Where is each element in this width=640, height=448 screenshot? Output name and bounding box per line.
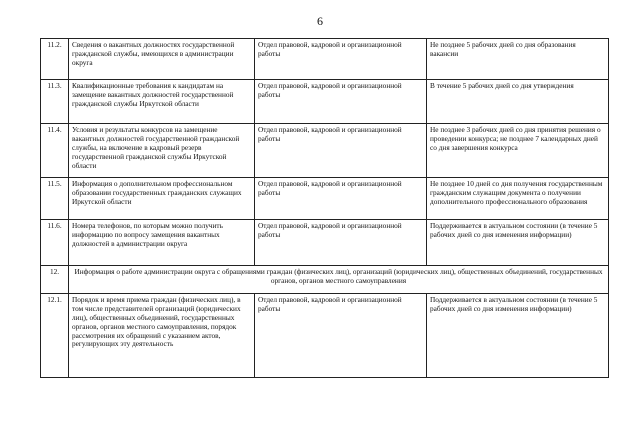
responsible-dept: Отдел правовой, кадровой и организационной работы xyxy=(255,80,427,124)
table-row xyxy=(41,39,609,80)
table-row xyxy=(41,178,609,220)
page-number: 6 xyxy=(317,14,323,28)
info-name: Порядок и время приема граждан (физических лиц), в том числе представителей организаций (юридических лиц), общественных объединений, государственных органов, органов местного самоуправления, порядок рассмотрения их обращений с указанием актов, регулирующих эту деятельность xyxy=(69,294,255,378)
info-table xyxy=(40,38,609,378)
responsible-dept: Отдел правовой, кадровой и организационной работы xyxy=(255,178,427,220)
responsible-dept: Отдел правовой, кадровой и организационной работы xyxy=(255,39,427,80)
row-number: 11.2. xyxy=(41,39,69,80)
deadline: Поддерживается в актуальном состоянии (в течение 5 рабочих дней со дня изменения информации) xyxy=(427,220,609,266)
section-row xyxy=(41,266,609,294)
table-row xyxy=(41,220,609,266)
info-name: Номера телефонов, по которым можно получить информацию по вопросу замещения вакантных должностей в администрации округа xyxy=(69,220,255,266)
deadline: В течение 5 рабочих дней со дня утверждения xyxy=(427,80,609,124)
row-number: 11.3. xyxy=(41,80,69,124)
responsible-dept: Отдел правовой, кадровой и организационной работы xyxy=(255,124,427,178)
section-number: 12. xyxy=(41,266,69,294)
section-title: Информация о работе администрации округа с обращениями граждан (физических лиц), организаций (юридических лиц), общественных объединений, государственных органов, органов местного самоуправления xyxy=(69,266,609,294)
deadline: Не позднее 10 дней со дня получения государственным гражданским служащим документа о получении дополнительного профессионального образования xyxy=(427,178,609,220)
row-number: 11.5. xyxy=(41,178,69,220)
deadline: Не позднее 5 рабочих дней со дня образования вакансии xyxy=(427,39,609,80)
deadline: Поддерживается в актуальном состоянии (в течение 5 рабочих дней со дня изменения информации) xyxy=(427,294,609,378)
table-row xyxy=(41,80,609,124)
row-number: 12.1. xyxy=(41,294,69,378)
info-name: Информация о дополнительном профессиональном образовании государственных гражданских служащих Иркутской области xyxy=(69,178,255,220)
table-row xyxy=(41,294,609,378)
info-name: Квалификационные требования к кандидатам на замещение вакантных должностей государственной гражданской службы Иркутской области xyxy=(69,80,255,124)
deadline: Не позднее 3 рабочих дней со дня принятия решения о проведении конкурса; не позднее 7 календарных дней со дня завершения конкурса xyxy=(427,124,609,178)
info-name: Сведения о вакантных должностях государственной гражданской службы, имеющихся в администрации округа xyxy=(69,39,255,80)
info-name: Условия и результаты конкурсов на замещение вакантных должностей государственной гражданской службы, на включение в кадровый резерв государственной гражданской службы Иркутской области xyxy=(69,124,255,178)
row-number: 11.6. xyxy=(41,220,69,266)
responsible-dept: Отдел правовой, кадровой и организационной работы xyxy=(255,294,427,378)
row-number: 11.4. xyxy=(41,124,69,178)
table-row xyxy=(41,124,609,178)
responsible-dept: Отдел правовой, кадровой и организационной работы xyxy=(255,220,427,266)
